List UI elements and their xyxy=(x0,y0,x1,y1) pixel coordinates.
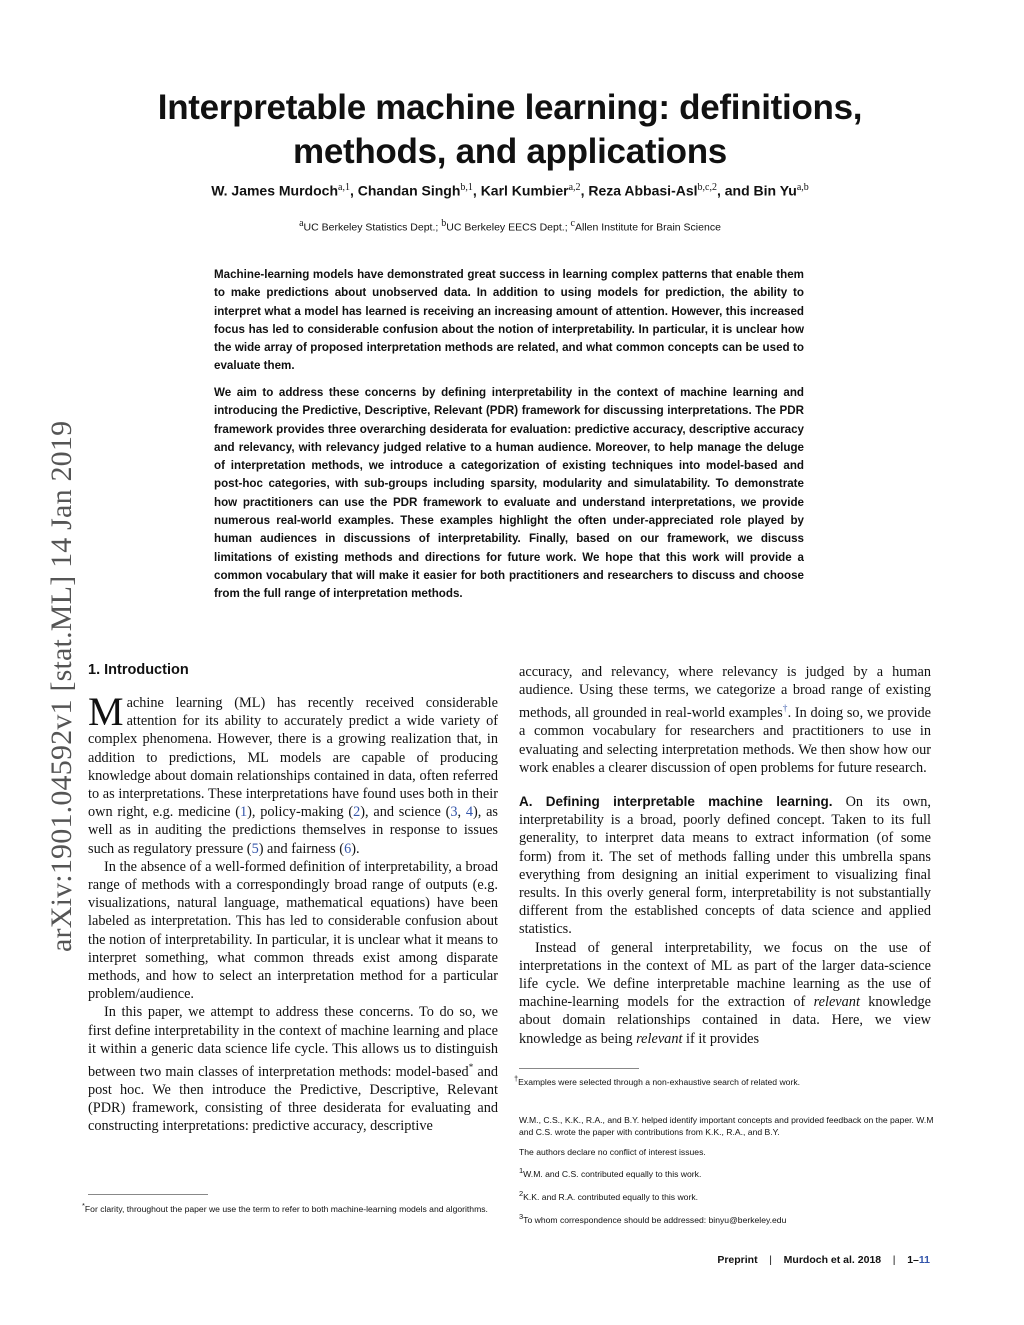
page-count-link[interactable]: 11 xyxy=(918,1254,930,1266)
paper-title: Interpretable machine learning: definitions, methods, and applications xyxy=(157,88,863,171)
right-column xyxy=(519,663,931,1048)
conflict-statement: The authors declare no conflict of interest issues. xyxy=(519,1147,706,1157)
intro-paragraph-3: In this paper, we attempt to address these concerns. To do so, we first define interpretability in the context of machine learning and place it within a generic data science life cycle. This allows us to distinguish between two main classes of interpretation methods: model-based* and post hoc. We then introduce the Predictive, Descriptive, Relevant (PDR) framework, consisting of three desiderata for evaluating and constructing interpretations: predictive accuracy, descriptive xyxy=(88,1004,498,1135)
footnote-3: $^3$To whom correspondence should be addressed: binyu@berkeley.edu xyxy=(519,1212,787,1225)
intro-paragraph-1: Machine learning (ML) has recently received considerable attention for its ability to accurately predict a wide variety of complex phenomena. However, there is a growing realization that, in addition to predictions, ML models are capable of producing knowledge about domain relationships contained in data, often referred to as interpretations. These interpretations have found uses both in their own right, e.g. medicine (1), policy-making (2), and science (3, 4), as well as in auditing the predictions themselves in response to issues such as regulatory pressure (5) and fairness (6). xyxy=(88,689,498,857)
left-column xyxy=(88,689,498,1136)
section-heading-a: A. Defining interpretable machine learning. xyxy=(519,793,833,809)
citation-link[interactable]: 4 xyxy=(465,804,473,821)
citation-link[interactable]: 6 xyxy=(344,840,352,857)
section-a-paragraph-2: Instead of general interpretability, we focus on the use of interpretations in the context of ML as part of the larger data-science life cycle. We define interpretable machine learning as the use of machine-learning models for the extraction of relevant knowledge about domain relationships contained in data. Here, we view knowledge as being relevant if it provides xyxy=(519,939,931,1047)
citation-link[interactable]: 2 xyxy=(353,804,361,821)
citation-link[interactable]: 3 xyxy=(450,804,458,821)
author: W. James Murdoch xyxy=(211,182,338,199)
arxiv-side-label: arXiv:1901.04592v1 [stat.ML] 14 Jan 2019 xyxy=(45,420,78,952)
section-a-paragraph-1: A. Defining interpretable machine learning. On its own, interpretability is a broad, poorly defined concept. Taken to its full generality, to interpret data means to extract information (of some form) from it. The set of methods falling under this umbrella spans everything from designing an initial experiment to visualizing final results. In this overly general form, interpretability is not substantially different from the established concepts of data science and applied statistics. xyxy=(519,793,931,938)
citation-link[interactable]: 1 xyxy=(240,804,248,821)
page-footer: Preprint | Murdoch et al. 2018 | 1–11 xyxy=(717,1254,930,1266)
section-heading-introduction: 1. Introduction xyxy=(88,662,189,678)
footnote-2: $^2$K.K. and R.A. contributed equally to this work. xyxy=(519,1189,699,1202)
author-list: W. James Murdoch$^{a,1}$, Chandan Singh$^{b,1}$, Karl Kumbier$^{a,2}$, Reza Abbasi-Asl$^{b,c,2}$, and Bin Yu$^{a,b}$ xyxy=(211,182,809,199)
author-contributions: W.M., C.S., K.K., R.A., and B.Y. helped identify important concepts and provided feedback on the paper. W.M and C.S. wrote the paper with contributions from K.K., R.A., and B.Y. xyxy=(519,1115,934,1137)
intro-paragraph-2: In the absence of a well-formed definition of interpretability, a broad range of methods with a correspondingly broad range of outputs (e.g. visualizations, natural language, mathematical equations) have been labeled as interpretation. This has led to considerable confusion about the notion of interpretability. In particular, it is unclear what it means to interpret something, what common threads exist among disparate methods, and how to select an interpretation method for a particular problem/audience. xyxy=(88,858,498,1003)
author: Karl Kumbier xyxy=(480,182,569,199)
author: Reza Abbasi-Asl xyxy=(588,182,698,199)
intro-paragraph-4: accuracy, and relevancy, where relevancy is judged by a human audience. Using these terms, we categorize a broad range of existing methods, all grounded in real-world examples†. In doing so, we provide a common vocabulary for researchers and practitioners to use in evaluating and selecting interpretation methods. We then show how our work enables a clearer discussion of open problems for future research. xyxy=(519,664,932,776)
author: Bin Yu xyxy=(753,182,797,199)
author: Chandan Singh xyxy=(357,182,461,199)
affiliations: $^a$UC Berkeley Statistics Dept.; $^b$UC Berkeley EECS Dept.; $^c$Allen Institute for Brain Science xyxy=(299,218,721,234)
abstract-paragraph-1: Machine-learning models have demonstrated great success in learning complex patterns that enable them to make predictions about unobserved data. In addition to using models for prediction, the ability to interpret what a model has learned is receiving an increasing amount of attention. However, this increased focus has led to considerable confusion about the notion of interpretability. In particular, it is unclear how the wide array of proposed interpretation methods are related, and what common concepts can be used to evaluate them. xyxy=(214,268,804,373)
citation-link[interactable]: 5 xyxy=(251,840,259,857)
footnote-1: $^1$W.M. and C.S. contributed equally to this work. xyxy=(519,1166,702,1179)
footnote-star: *For clarity, throughout the paper we use the term to refer to both machine-learning models and algorithms. xyxy=(82,1201,488,1214)
footnote-dagger: †Examples were selected through a non-exhaustive search of related work. xyxy=(514,1074,801,1087)
abstract-paragraph-2: We aim to address these concerns by defining interpretability in the context of machine learning and introducing the Predictive, Descriptive, Relevant (PDR) framework for discussing interpretations. The PDR framework provides three overarching desiderata for evaluation: predictive accuracy, descriptive accuracy and relevancy, with relevancy judged relative to a human audience. Moreover, to help manage the deluge of interpretation methods, we introduce a categorization of existing techniques into model-based and post-hoc categories, with sub-groups including sparsity, modularity and simulatability. To demonstrate how practitioners can use the PDR framework to evaluate and understand interpretations, we provide numerous real-world examples. These examples highlight the often under-appreciated role played by human audiences in discussions of interpretability. Finally, based on our framework, we discuss limitations of existing methods and directions for future work. We hope that this work will provide a common vocabulary that will make it easier for both practitioners and researchers to discuss and choose from the full range of interpretation methods. xyxy=(214,386,804,601)
drop-cap: M xyxy=(88,689,124,734)
